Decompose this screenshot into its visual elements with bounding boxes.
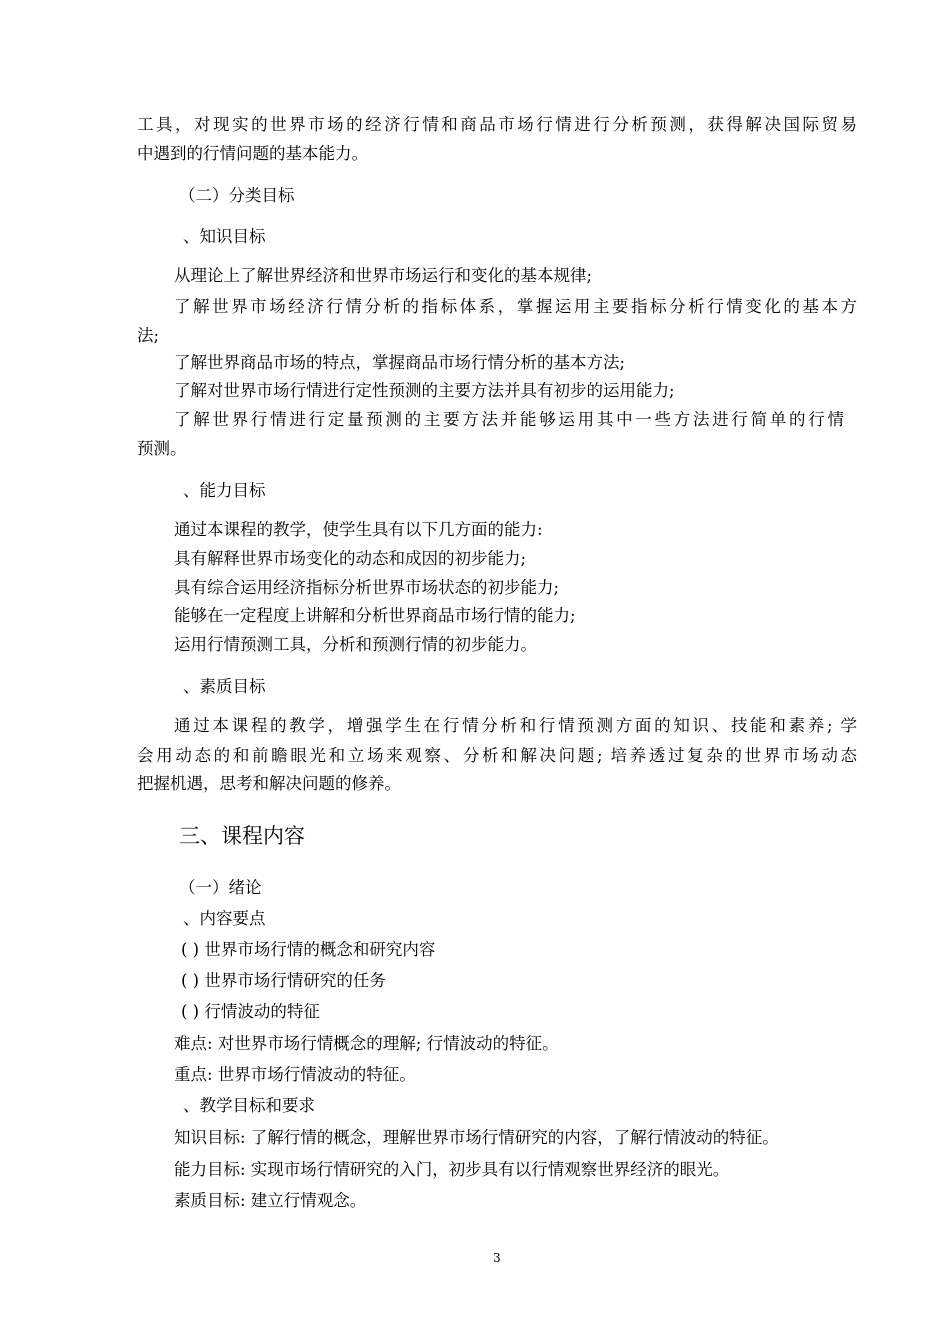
ability-item: 具有综合运用经济指标分析世界市场状态的初步能力; <box>174 578 560 597</box>
key-point-note: 重点: 世界市场行情波动的特征。 <box>174 1065 416 1084</box>
ability-heading: 、能力目标 <box>183 481 266 500</box>
ability-item: 通过本课程的教学，使学生具有以下几方面的能力: <box>174 520 543 539</box>
section-heading: 三、课程内容 <box>179 824 305 848</box>
knowledge-item: 法; <box>137 326 160 345</box>
goals-heading: 、教学目标和要求 <box>183 1096 315 1115</box>
content-point: ( ) 行情波动的特征 <box>181 1002 320 1021</box>
knowledge-item: 从理论上了解世界经济和世界市场运行和变化的基本规律; <box>174 266 593 285</box>
knowledge-heading: 、知识目标 <box>183 227 266 246</box>
intro-line-2: 中遇到的行情问题的基本能力。 <box>137 144 368 163</box>
ability-item: 能够在一定程度上讲解和分析世界商品市场行情的能力; <box>174 606 576 625</box>
classification-heading: （二）分类目标 <box>179 186 295 205</box>
ability-item: 运用行情预测工具，分析和预测行情的初步能力。 <box>174 635 537 654</box>
content-point: ( ) 世界市场行情的概念和研究内容 <box>181 940 436 959</box>
ability-item: 具有解释世界市场变化的动态和成因的初步能力; <box>174 549 527 568</box>
knowledge-item: 预测。 <box>137 439 187 458</box>
knowledge-item: 了解对世界市场行情进行定性预测的主要方法并具有初步的运用能力; <box>174 381 675 400</box>
intro-line-1: 工具，对现实的世界市场的经济行情和商品市场行情进行分析预测，获得解决国际贸易 <box>137 115 857 134</box>
quality-heading: 、素质目标 <box>183 677 266 696</box>
quality-line: 通过本课程的教学，增强学生在行情分析和行情预测方面的知识、技能和素养; 学 <box>174 716 857 735</box>
quality-line: 会用动态的和前瞻眼光和立场来观察、分析和解决问题; 培养透过复杂的世界市场动态 <box>137 746 857 765</box>
content-point: ( ) 世界市场行情研究的任务 <box>181 971 386 990</box>
ability-goal: 能力目标: 实现市场行情研究的入门，初步具有以行情观察世界经济的眼光。 <box>174 1160 730 1179</box>
quality-goal: 素质目标: 建立行情观念。 <box>174 1191 367 1210</box>
difficulty-note: 难点: 对世界市场行情概念的理解; 行情波动的特征。 <box>174 1034 559 1053</box>
knowledge-item: 了解世界市场经济行情分析的指标体系，掌握运用主要指标分析行情变化的基本方 <box>174 297 857 316</box>
page-number: 3 <box>493 1251 501 1265</box>
knowledge-goal: 知识目标: 了解行情的概念，理解世界市场行情研究的内容，了解行情波动的特征。 <box>174 1128 779 1147</box>
subsection-heading: （一）绪论 <box>179 878 262 897</box>
knowledge-item: 了解世界商品市场的特点，掌握商品市场行情分析的基本方法; <box>174 353 626 372</box>
knowledge-item: 了解世界行情进行定量预测的主要方法并能够运用其中一些方法进行简单的行情 <box>174 410 844 429</box>
content-points-heading: 、内容要点 <box>183 909 266 928</box>
quality-line: 把握机遇，思考和解决问题的修养。 <box>137 774 401 793</box>
